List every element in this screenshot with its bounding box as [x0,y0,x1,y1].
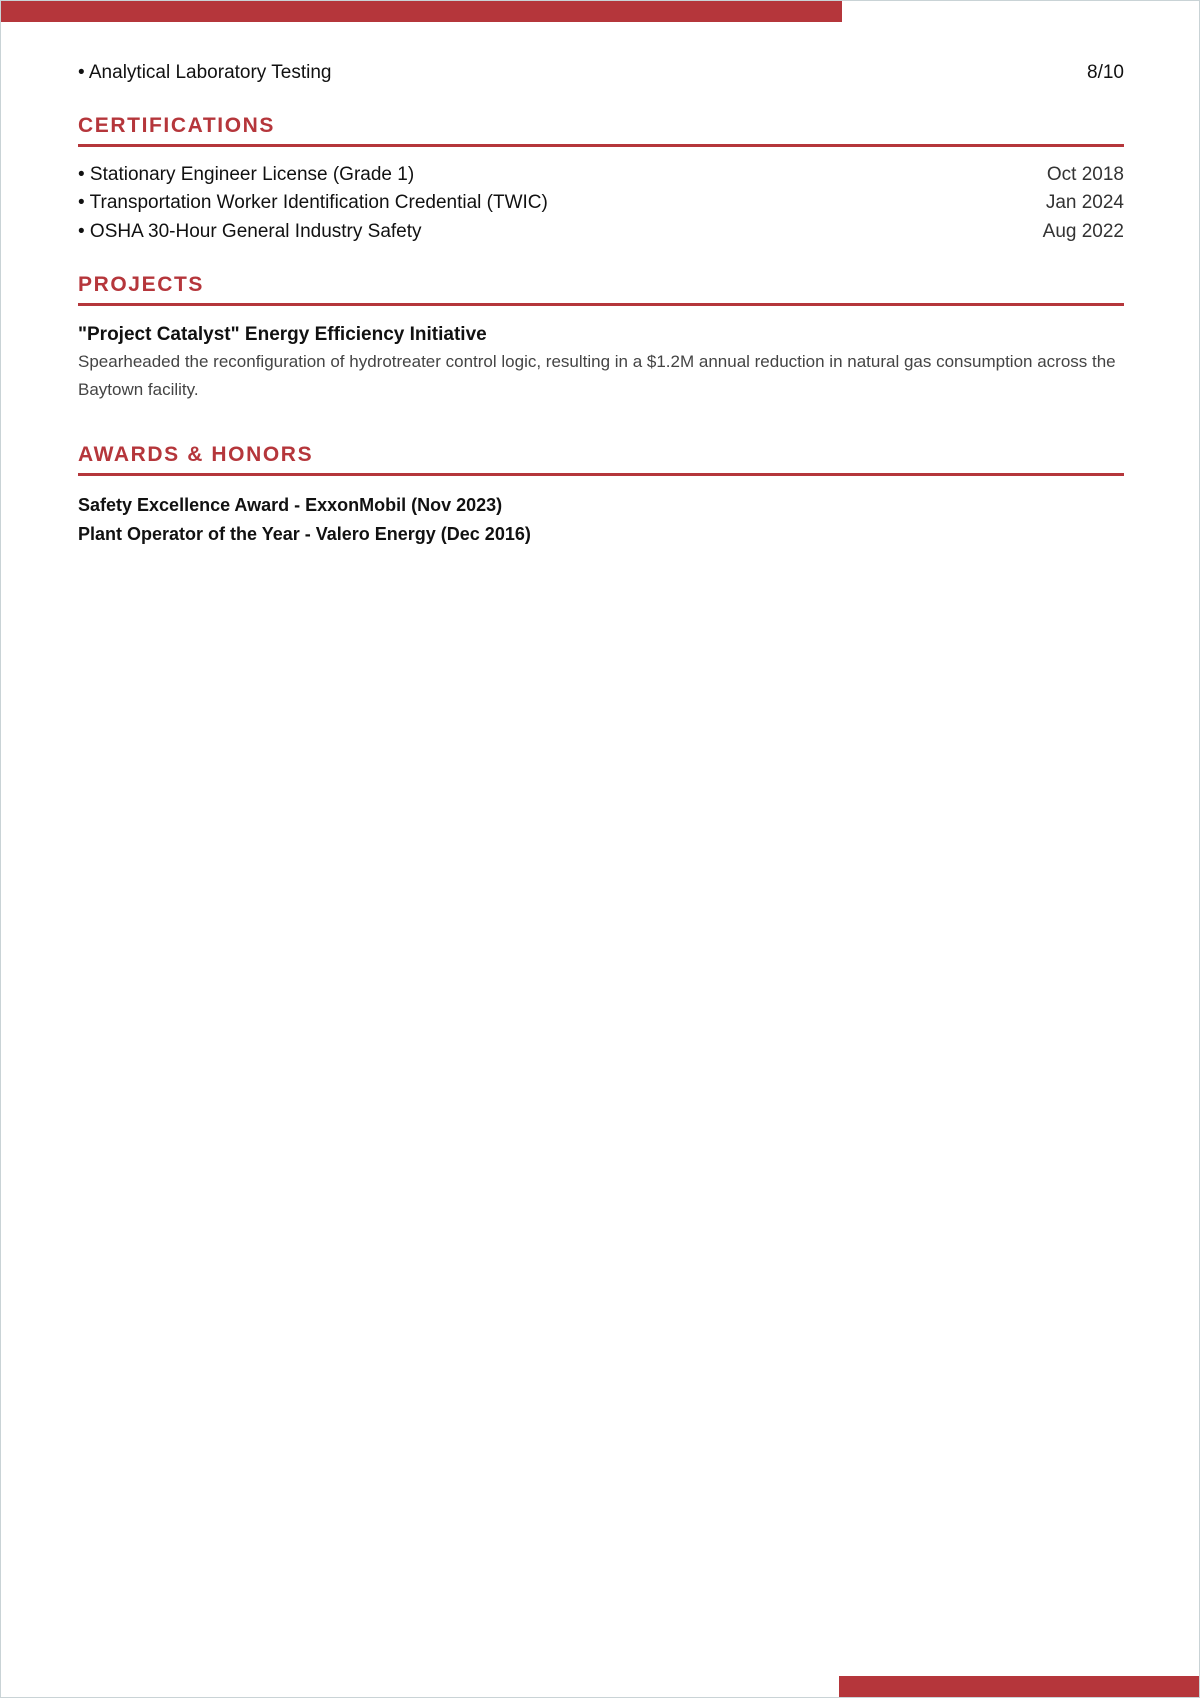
skill-name: • Analytical Laboratory Testing [78,62,332,83]
projects-section [78,273,1124,403]
top-accent-bar [1,1,842,22]
bottom-accent-bar [839,1676,1199,1697]
project-title: "Project Catalyst" Energy Efficiency Initiative [78,324,487,346]
section-title-awards: AWARDS & HONORS [78,443,1124,476]
certification-name: • OSHA 30-Hour General Industry Safety [78,220,422,242]
section-title-projects: PROJECTS [78,273,1124,306]
certification-date: Aug 2022 [1042,220,1124,242]
skill-rating: 8/10 [1087,62,1124,83]
awards-section [78,443,1124,548]
certification-row [78,161,1124,190]
skill-row [78,59,1124,88]
certification-row [78,218,1124,247]
resume-content [78,59,1124,548]
awards-list [78,491,1124,548]
certifications-list [78,161,1124,247]
certification-name: • Transportation Worker Identification Credential (TWIC) [78,192,548,214]
section-title-certifications: CERTIFICATIONS [78,114,1124,147]
project-description: Spearheaded the reconfiguration of hydrotreater control logic, resulting in a $1.2M annual reduction in natural gas consumption across the Baytown facility. [78,352,1116,399]
certification-date: Oct 2018 [1046,163,1124,185]
award-item: Plant Operator of the Year - Valero Energy (Dec 2016) [78,523,531,544]
certifications-section [78,114,1124,247]
award-item: Safety Excellence Award - ExxonMobil (Nov 2023) [78,495,503,516]
certification-date: Jan 2024 [1045,192,1124,214]
certification-name: • Stationary Engineer License (Grade 1) [78,163,415,185]
certification-row [78,189,1124,218]
